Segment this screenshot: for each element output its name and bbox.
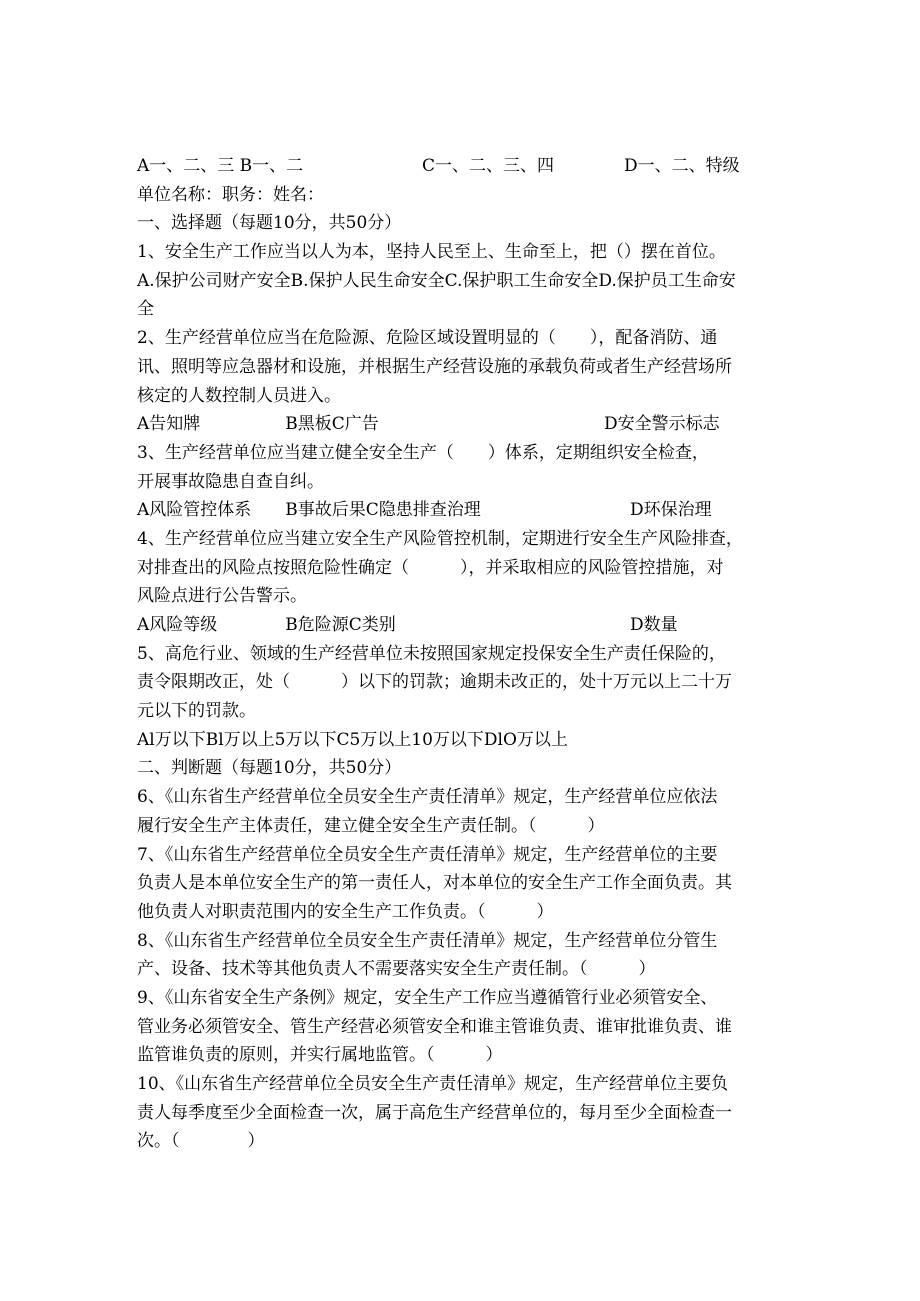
q2-option-d: D安全警示标志 — [604, 414, 720, 435]
top-option-c: C一、二、三、四 — [422, 156, 555, 176]
q3-options-abc: A风险管控体系 B事故后果C隐患排查治理 — [137, 500, 481, 521]
q10-line-1: 10、《山东省生产经营单位全员安全生产责任清单》规定，生产经营单位主要负 — [137, 1074, 729, 1094]
top-options-row — [137, 152, 797, 181]
q5-line-3: 元以下的罚款。 — [137, 701, 256, 722]
q4-options-abc: A风险等级 B危险源C类别 — [137, 615, 396, 635]
document-content — [137, 152, 797, 1156]
q4-option-d: D数量 — [630, 615, 678, 635]
q1-line-3: 全 — [137, 299, 154, 320]
header-line: 单位名称：职务：姓名： — [137, 184, 324, 205]
q8-line-2: 产、设备、技术等其他负责人不需要落实安全生产责任制。（ ） — [137, 959, 656, 980]
q10-line-2: 责人每季度至少全面检查一次，属于高危生产经营单位的，每月至少全面检查一 — [137, 1102, 732, 1123]
q2-options — [137, 410, 797, 439]
q6-line-1: 6、《山东省生产经营单位全员安全生产责任清单》规定，生产经营单位应依法 — [137, 787, 718, 808]
top-option-d: D一、二、特级 — [624, 156, 740, 176]
q3-line-1: 3、生产经营单位应当建立健全安全生产（ ）体系，定期组织安全检查， — [137, 442, 709, 463]
q7-line-3: 他负责人对职责范围内的安全生产工作负责。（ ） — [137, 901, 554, 922]
q1-line-1: 1、安全生产工作应当以人为本，坚持人民至上、生命至上，把（）摆在首位。 — [137, 242, 726, 263]
q6-line-2: 履行安全生产主体责任，建立健全安全生产责任制。（ ） — [137, 815, 605, 836]
q4-options — [137, 611, 797, 640]
q2-line-1: 2、生产经营单位应当在危险源、危险区域设置明显的（ ），配备消防、通 — [137, 328, 718, 349]
q1-line-2: A.保护公司财产安全B.保护人民生命安全C.保护职工生命安全D.保护员工生命安 — [137, 270, 736, 291]
top-option-ab: A一、二、三 B一、二 — [137, 156, 304, 176]
q5-line-1: 5、高危行业、领域的生产经营单位未按照国家规定投保安全生产责任保险的， — [137, 643, 726, 664]
q5-options: Al万以下Bl万以上5万以下C5万以上10万以下DlO万以上 — [137, 729, 568, 750]
section2-title: 二、判断题（每题10分，共50分） — [137, 758, 402, 779]
q10-line-3: 次。（ ） — [137, 1131, 265, 1152]
q9-line-2: 管业务必须管安全、管生产经营必须管安全和谁主管谁负责、谁审批谁负责、谁 — [137, 1016, 732, 1037]
q3-options — [137, 496, 797, 525]
q5-line-2: 责令限期改正，处（ ）以下的罚款；逾期未改正的，处十万元以上二十万 — [137, 672, 732, 693]
q2-options-abc: A告知牌 B黑板C广告 — [137, 414, 379, 435]
q4-line-2: 对排查出的风险点按照危险性确定（ ），并采取相应的风险管控措施，对 — [137, 557, 724, 578]
q2-line-2: 讯、照明等应急器材和设施，并根据生产经营设施的承载负荷或者生产经营场所 — [137, 356, 732, 377]
q2-line-3: 核定的人数控制人员进入。 — [137, 385, 341, 406]
q3-option-d: D环保治理 — [630, 500, 712, 521]
q4-line-1: 4、生产经营单位应当建立安全生产风险管控机制，定期进行安全生产风险排查， — [137, 528, 743, 549]
q9-line-3: 监管谁负责的原则，并实行属地监管。（ ） — [137, 1045, 503, 1066]
q4-line-3: 风险点进行公告警示。 — [137, 586, 307, 607]
q8-line-1: 8、《山东省生产经营单位全员安全生产责任清单》规定，生产经营单位分管生 — [137, 930, 718, 951]
q9-line-1: 9、《山东省安全生产条例》规定，安全生产工作应当遵循管行业必须管安全、 — [137, 987, 718, 1008]
q7-line-1: 7、《山东省生产经营单位全员安全生产责任清单》规定，生产经营单位的主要 — [137, 844, 718, 865]
section1-title: 一、选择题（每题10分，共50分） — [137, 213, 402, 234]
q3-line-2: 开展事故隐患自查自纠。 — [137, 471, 324, 492]
q7-line-2: 负责人是本单位安全生产的第一责任人，对本单位的安全生产工作全面负责。其 — [137, 873, 732, 894]
